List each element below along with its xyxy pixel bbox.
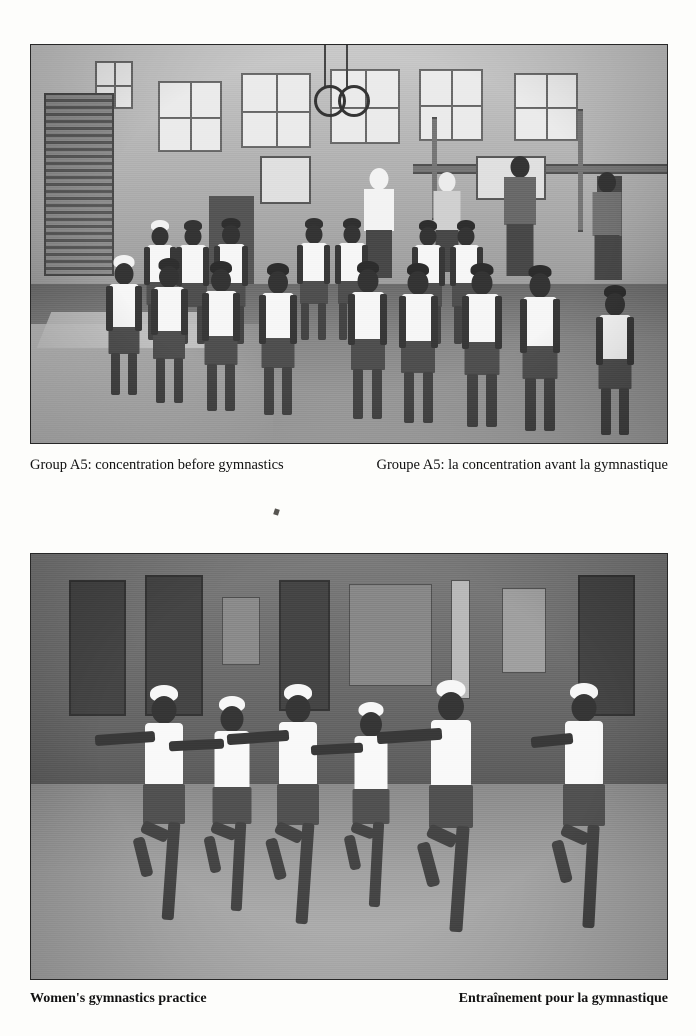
caption-english: Women's gymnastics practice bbox=[30, 991, 207, 1006]
wall-bars bbox=[44, 93, 114, 276]
child-figure bbox=[400, 263, 437, 423]
photo-womens-gymnastics bbox=[30, 553, 668, 980]
ring-rope bbox=[324, 44, 326, 87]
gymnast-figure bbox=[425, 680, 477, 932]
adult-figure bbox=[591, 172, 623, 280]
wall-panel bbox=[502, 588, 547, 673]
gymnast-figure bbox=[139, 685, 189, 920]
gymnast-figure bbox=[273, 684, 323, 924]
child-figure bbox=[203, 261, 239, 411]
gymnastic-ring bbox=[338, 85, 370, 117]
gymnast-figure bbox=[559, 683, 609, 928]
child-figure bbox=[260, 263, 296, 415]
doorway bbox=[69, 580, 126, 716]
figure-bottom bbox=[30, 553, 668, 1008]
child-figure bbox=[463, 263, 501, 427]
child-figure bbox=[521, 265, 559, 431]
caption-french: Entraînement pour la gymnastique bbox=[458, 991, 668, 1006]
window bbox=[241, 73, 311, 149]
caption-english: Group A5: concentration before gymnastics bbox=[30, 457, 284, 473]
adult-figure bbox=[502, 156, 538, 276]
gymnasium-scene-2 bbox=[31, 554, 667, 979]
child-figure bbox=[349, 261, 386, 419]
gymnast-figure bbox=[209, 696, 255, 911]
caption-row-top bbox=[30, 455, 668, 475]
child-figure bbox=[107, 255, 141, 395]
caption-row-bottom bbox=[30, 989, 668, 1008]
photo-group-a5 bbox=[30, 44, 668, 444]
vertical-post bbox=[578, 109, 583, 232]
wall-panel bbox=[222, 597, 260, 665]
caption-french: Groupe A5: la concentration avant la gymnastique bbox=[376, 457, 668, 473]
child-figure bbox=[298, 218, 329, 340]
ring-rope bbox=[346, 44, 348, 87]
child-figure bbox=[152, 258, 187, 403]
window bbox=[514, 73, 578, 141]
gymnasium-scene bbox=[31, 45, 667, 443]
ink-mark bbox=[273, 508, 280, 515]
child-figure bbox=[597, 285, 633, 435]
window bbox=[158, 81, 222, 153]
wall-poster bbox=[260, 156, 311, 204]
window bbox=[419, 69, 483, 141]
wall-panel bbox=[349, 584, 432, 686]
figure-top bbox=[30, 44, 668, 475]
